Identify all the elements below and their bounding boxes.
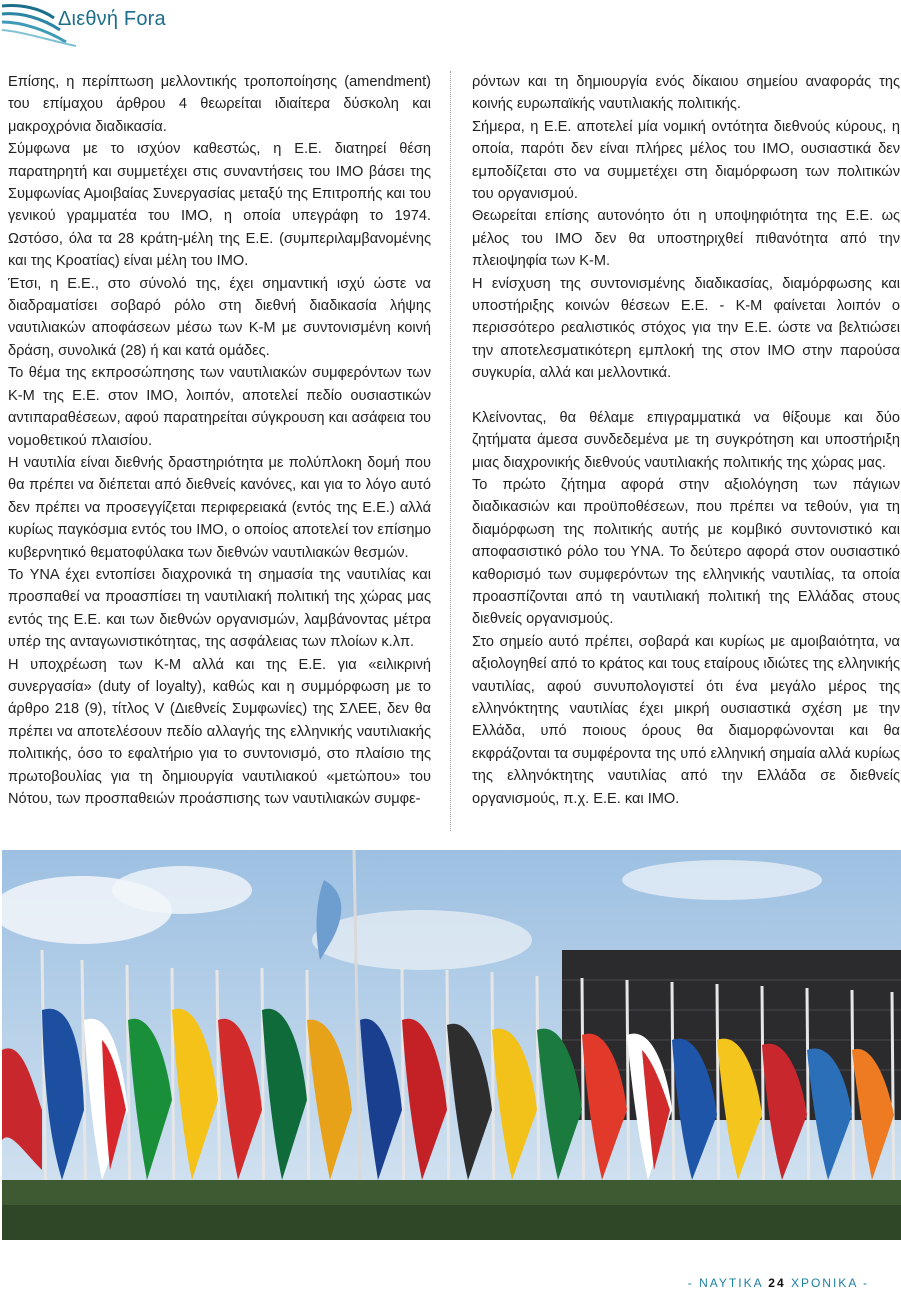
- paragraph: Στο σημείο αυτό πρέπει, σοβαρά και κυρίως με αμοιβαιότητα, να αξιολογηθεί από το κράτος και τους εταίρους ιδιώτες της ελληνικής ναυτιλίας, αφού συνυπολογιστεί ότι ένα μεγάλο μέρος της ελληνόκτητης ναυτιλίας έχει μικρή ουσιαστικά σχέση με την Ελλάδα, υπό ποιους όρους θα διαμορφώνονται και θα εκφράζονται τα συμφέροντα της υπό ελληνική σημαία αλλά κυρίως της ελληνόκτητης ναυτιλίας από την Ελλάδα σε διεθνείς οργανισμούς, π.χ. Ε.Ε. και ΙΜΟ.: [472, 633, 900, 807]
- paragraph: Κλείνοντας, θα θέλαμε επιγραμματικά να θίξουμε και δύο ζητήματα άμεσα συνδεδεμένα με τη συγκρότηση και υποστήριξη μιας διαχρονικής διεθνούς ναυτιλιακής πολιτικής της χώρας μας.: [472, 409, 900, 471]
- footer-publication-left: ΝΑΥΤΙΚΑ: [699, 1276, 763, 1290]
- page-number: 24: [768, 1276, 786, 1290]
- paragraph: Σύμφωνα με το ισχύον καθεστώς, η Ε.Ε. διατηρεί θέση παρατηρητή και συμμετέχει στις συναντήσεις του ΙΜΟ βάσει της Συμφωνίας Αμοιβαίας Συνεργασίας μεταξύ της Επιτροπής και του γενικού γραμματέα του ΙΜΟ, η οποία υπεγράφη το 1974. Ωστόσο, όλα τα 28 κράτη-μέλη της Ε.Ε. (συμπεριλαμβανομένης και της Κροατίας) είναι μέλη του ΙΜΟ.: [8, 141, 431, 270]
- paragraph: Επίσης, η περίπτωση μελλοντικής τροποποίησης (amendment) του επίμαχου άρθρου 4 θεωρείται ιδιαίτερα δύσκολη και μακροχρόνια διαδικασία.: [8, 74, 431, 135]
- column-divider: [450, 71, 451, 831]
- article-right-column: [472, 71, 900, 810]
- paragraph: Έτσι, η Ε.Ε., στο σύνολό της, έχει σημαντική ισχύ ώστε να διαδραματίσει σοβαρό ρόλο στη διεθνή διαδικασία λήψης ναυτιλιακών αποφάσεων μέσω των Κ-Μ με συντονισμένη κοινή δράση, συνολικά (28) ή και κατά ομάδες.: [8, 275, 431, 359]
- paragraph: Η ναυτιλία είναι διεθνής δραστηριότητα με πολύπλοκη δομή που θα πρέπει να διέπεται από διεθνείς κανόνες, και για το λόγο αυτό δεν πρέπει να προσεγγίζεται περιφερειακά (εντός της Ε.Ε.) αλλά κυρίως παγκόσμια εντός του ΙΜΟ, ο οποίος αποτελεί τον επίσημο κυβερνητικό θεματοφύλακα των διεθνών ναυτιλιακών θεσμών.: [8, 454, 431, 561]
- paragraph: Θεωρείται επίσης αυτονόητο ότι η υποψηφιότητα της Ε.Ε. ως μέλος του ΙΜΟ δεν θα υποστηριχθεί πιθανότητα από την πλειοψηφία των Κ-Μ.: [472, 208, 900, 270]
- article-left-column: [8, 71, 431, 810]
- paragraph: Το ΥΝΑ έχει εντοπίσει διαχρονικά τη σημασία της ναυτιλίας και προσπαθεί να προασπίσει τη ναυτιλιακή πολιτική της χώρας μας εντός της Ε.Ε. και των διεθνών οργανισμών, λαμβάνοντας μέτρα υπέρ της ανταγωνιστικότητας, της ασφάλειας των πλοίων κ.λπ.: [8, 566, 431, 651]
- footer-dash: -: [863, 1276, 869, 1290]
- paragraph: ρόντων και τη δημιουργία ενός δίκαιου σημείου αναφοράς της κοινής ευρωπαϊκής ναυτιλιακής πολιτικής.: [472, 74, 900, 113]
- page-header: [0, 0, 901, 60]
- flags-illustration: [2, 850, 901, 1240]
- footer-dash: -: [687, 1276, 694, 1290]
- section-title: Διεθνή Fora: [58, 8, 166, 30]
- paragraph: Η ενίσχυση της συντονισμένης διαδικασίας, διαμόρφωσης και υποστήριξης κοινών θέσεων Ε.Ε. - Κ-Μ φαίνεται λοιπόν ο περισσότερο ρεαλιστικός στόχος για την Ε.Ε. ώστε να βελτιώσει την αποτελεσματικότερη εμπλοκή της στον ΙΜΟ στην παρούσα συγκυρία, αλλά και μελλοντικά.: [472, 275, 900, 382]
- paragraph: Το θέμα της εκπροσώπησης των ναυτιλιακών συμφερόντων των Κ-Μ της Ε.Ε. στον ΙΜΟ, λοιπόν, αποτελεί πεδίο ουσιαστικών αντιπαραθέσεων, αφού παρατηρείται σύγκρουση και ασάφεια του νομοθετικού πλαισίου.: [8, 365, 431, 449]
- flags-photo: [2, 850, 901, 1240]
- footer-publication-right: ΧΡΟΝΙΚΑ: [790, 1276, 858, 1290]
- paragraph: Το πρώτο ζήτημα αφορά στην αξιολόγηση των πάγιων διαδικασιών και προϋποθέσεων, που πρέπει να τεθούν, για τη διαμόρφωση της πολιτικής αυτής με κομβικό συντονιστικό και αποφασιστικό ρόλο του ΥΝΑ. Το δεύτερο αφορά στον ουσιαστικό καθορισμό των συμφερόντων της ελληνικής ναυτιλίας, τα οποία προασπίζονται από τη ναυτιλιακή πολιτική της Ελλάδας στους διεθνείς οργανισμούς.: [472, 476, 900, 628]
- paragraph: Σήμερα, η Ε.Ε. αποτελεί μία νομική οντότητα διεθνούς κύρους, η οποία, παρότι δεν είναι πλήρες μέλος του ΙΜΟ, ουσιαστικά δεν εμποδίζεται στο να συμμετέχει στη διαμόρφωση των πολιτικών του οργανισμού.: [472, 118, 900, 203]
- paragraph: Η υποχρέωση των Κ-Μ αλλά και της Ε.Ε. για «ειλικρινή συνεργασία» (duty of loyalty), καθώς και η συμμόρφωση με το άρθρο 218 (9), τίτλος V (Διεθνείς Συμφωνίες) της ΣΛΕΕ, δεν θα πρέπει να αποτελέσουν πεδίο αλλαγής της ελληνικής ναυτιλιακής πολιτικής, όσο το εφαλτήριο για το συντονισμό, στο πλαίσιο της πρωτοβουλίας για τη δημιουργία ναυτιλιακού «μετώπου» του Νότου, των προσπαθειών προάσπισης των ναυτιλιακών συμφε-: [8, 656, 431, 807]
